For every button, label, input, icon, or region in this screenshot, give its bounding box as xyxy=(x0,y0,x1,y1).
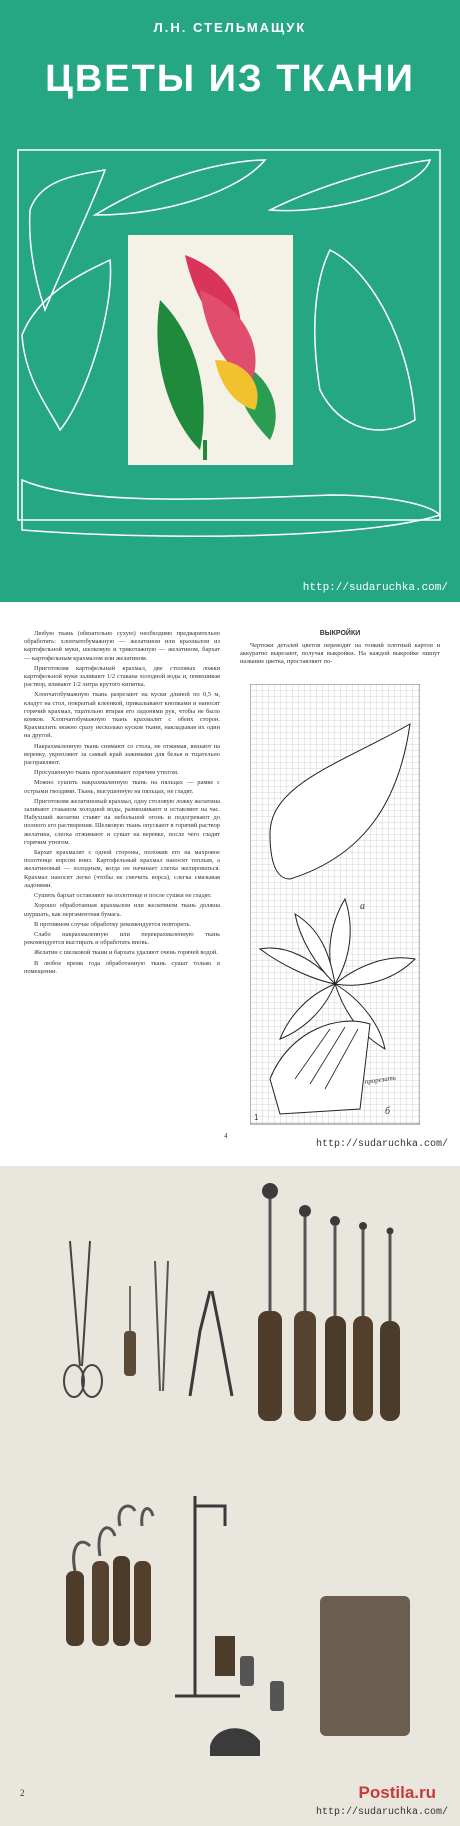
tools-photograph xyxy=(0,1166,460,1826)
small-bulka-head xyxy=(270,1681,284,1711)
watermark-logo: Postila.ru xyxy=(358,1783,436,1802)
paragraph: Просушенную ткань проглаживают горячим утюгом. xyxy=(34,769,179,777)
small-bulka-head xyxy=(240,1656,254,1686)
figure-label-a: а xyxy=(360,901,365,912)
paragraph: Сушить бархат оставляют на полотенце и после сушки не гладят. xyxy=(34,892,212,900)
paragraph: Накрахмаленную ткань снимают со стола, не отжимая, вешают на веревку, укрепляют за самый край зажимами для белья и тщательно расправляют. xyxy=(24,742,220,767)
leaf-outline-top xyxy=(95,160,265,215)
rubber-pad xyxy=(320,1596,410,1736)
paragraph: Можно сушить накрахмаленную ткань на пяльцах — рамке с острыми гвоздями. Ткань, высушенную на пяльцах, не гладят. xyxy=(24,779,220,795)
leaf-outline-left xyxy=(30,170,105,310)
source-url: http://sudaruchka.com/ xyxy=(315,1807,448,1818)
source-url: http://sudaruchka.com/ xyxy=(302,582,448,594)
iron-tool xyxy=(210,1728,260,1756)
paragraph: Хорошо обработанная крахмалом или желатином ткань должна шуршать, как пергаментная бумага. xyxy=(24,902,220,918)
paragraph: Желатин с шелковой ткани и бархата удаляют очень горячей водой. xyxy=(34,949,218,957)
patterns-intro-text: Чертежи деталей цветов переводят на тонкий плотный картон и аккуратно вырезают, получая выкройки. На каждой выкройке пишут название цветка, проставляют по- xyxy=(240,642,440,666)
pattern-center-dot xyxy=(334,983,337,986)
book-page-tools-photo xyxy=(0,1166,460,1826)
page-number: 2 xyxy=(20,1788,25,1798)
figure-number: 1 xyxy=(254,1113,259,1122)
paragraph: Бархат крахмалят с одной стороны, положив его на махровое полотенце ворсом вниз. Картофельный крахмал наносят теплым, а желатиновый — холодным, когда он начинает слегка желироваться. Крахмал наносят легко (чтобы не смочить ворса), слегка смазывая ладонями. xyxy=(24,849,220,889)
source-url: http://sudaruchka.com/ xyxy=(315,1139,448,1150)
page-number: 4 xyxy=(224,1132,228,1140)
figure-label-b: б xyxy=(385,1106,391,1117)
section-heading-patterns: ВЫКРОЙКИ xyxy=(319,630,361,637)
paragraph: В любое время года обработанную ткань сушат только в помещении. xyxy=(24,959,220,975)
heating-stand xyxy=(175,1496,240,1696)
pliers-tool xyxy=(190,1291,232,1396)
leaf-outline-topright xyxy=(270,160,430,211)
paragraph: Хлопчатобумажную ткань разрезают на куски длиной по 0,5 м, кладут на стол, покрытый клеенкой, прикалывают кнопками и наносят горячий крахмал, тщательно втирая его ладонями рук, чтобы не было комков. Хлопчатобумажную ткань крахмалят с обеих сторон. Крахмалить можно сразу несколько кусков ткани, накладывая их один на другой. xyxy=(24,691,220,740)
figure-label-cut: прорезать xyxy=(364,1073,397,1086)
bulka-tools-set xyxy=(258,1183,400,1421)
paragraph: Приготовляя желатиновый крахмал, одну столовую ложку желатина заливают стаканом холодной воды, размешивают и оставляют на час. Набухший желатин ставят на небольшой огонь и подогревают до полного его растворения. Шелковую ткань опускают в горячий раствор желатина, слегка отжимают и сушат на веревке, после чего гладят горячим утюгом. xyxy=(24,797,220,846)
paragraph: Слабо накрахмаленную или перекрахмаленную ткань рекомендуется выстирать и обработать вновь. xyxy=(24,930,220,947)
leaf-outline-bottom xyxy=(22,480,440,536)
book-page-instructions xyxy=(0,614,460,1154)
leaf-outline-midleft xyxy=(22,260,111,430)
paragraph: Любую ткань (обязательно сухую) необходимо предварительно обработать: хлопчатобумажную — желатином или крахмалом из картофельной муки, шелковую и трикотажную — желатином, бархат — картофельным крахмалом или желатином. xyxy=(24,630,220,662)
hook-tools-set xyxy=(66,1506,153,1646)
paragraph: Приготовляя картофельный крахмал, две столовых ложки картофельной муки заливают 1/2 стакана холодной воды и, помешивая раствор, вливают 1/2 литра крутого кипятка. xyxy=(24,664,220,689)
book-cover xyxy=(0,0,460,602)
awl-tool xyxy=(124,1286,136,1376)
leaf-outline-right xyxy=(315,250,415,430)
instruction-text-column xyxy=(24,630,220,978)
book-author: Л.Н. СТЕЛЬМАЩУК xyxy=(153,20,307,35)
paragraph: В противном случае обработку рекомендуется повторить. xyxy=(34,920,192,928)
book-title: ЦВЕТЫ ИЗ ТКАНИ xyxy=(45,58,415,100)
tweezers-tool xyxy=(155,1261,168,1391)
pattern-figure xyxy=(250,684,420,1134)
scissors-tool xyxy=(64,1241,102,1397)
